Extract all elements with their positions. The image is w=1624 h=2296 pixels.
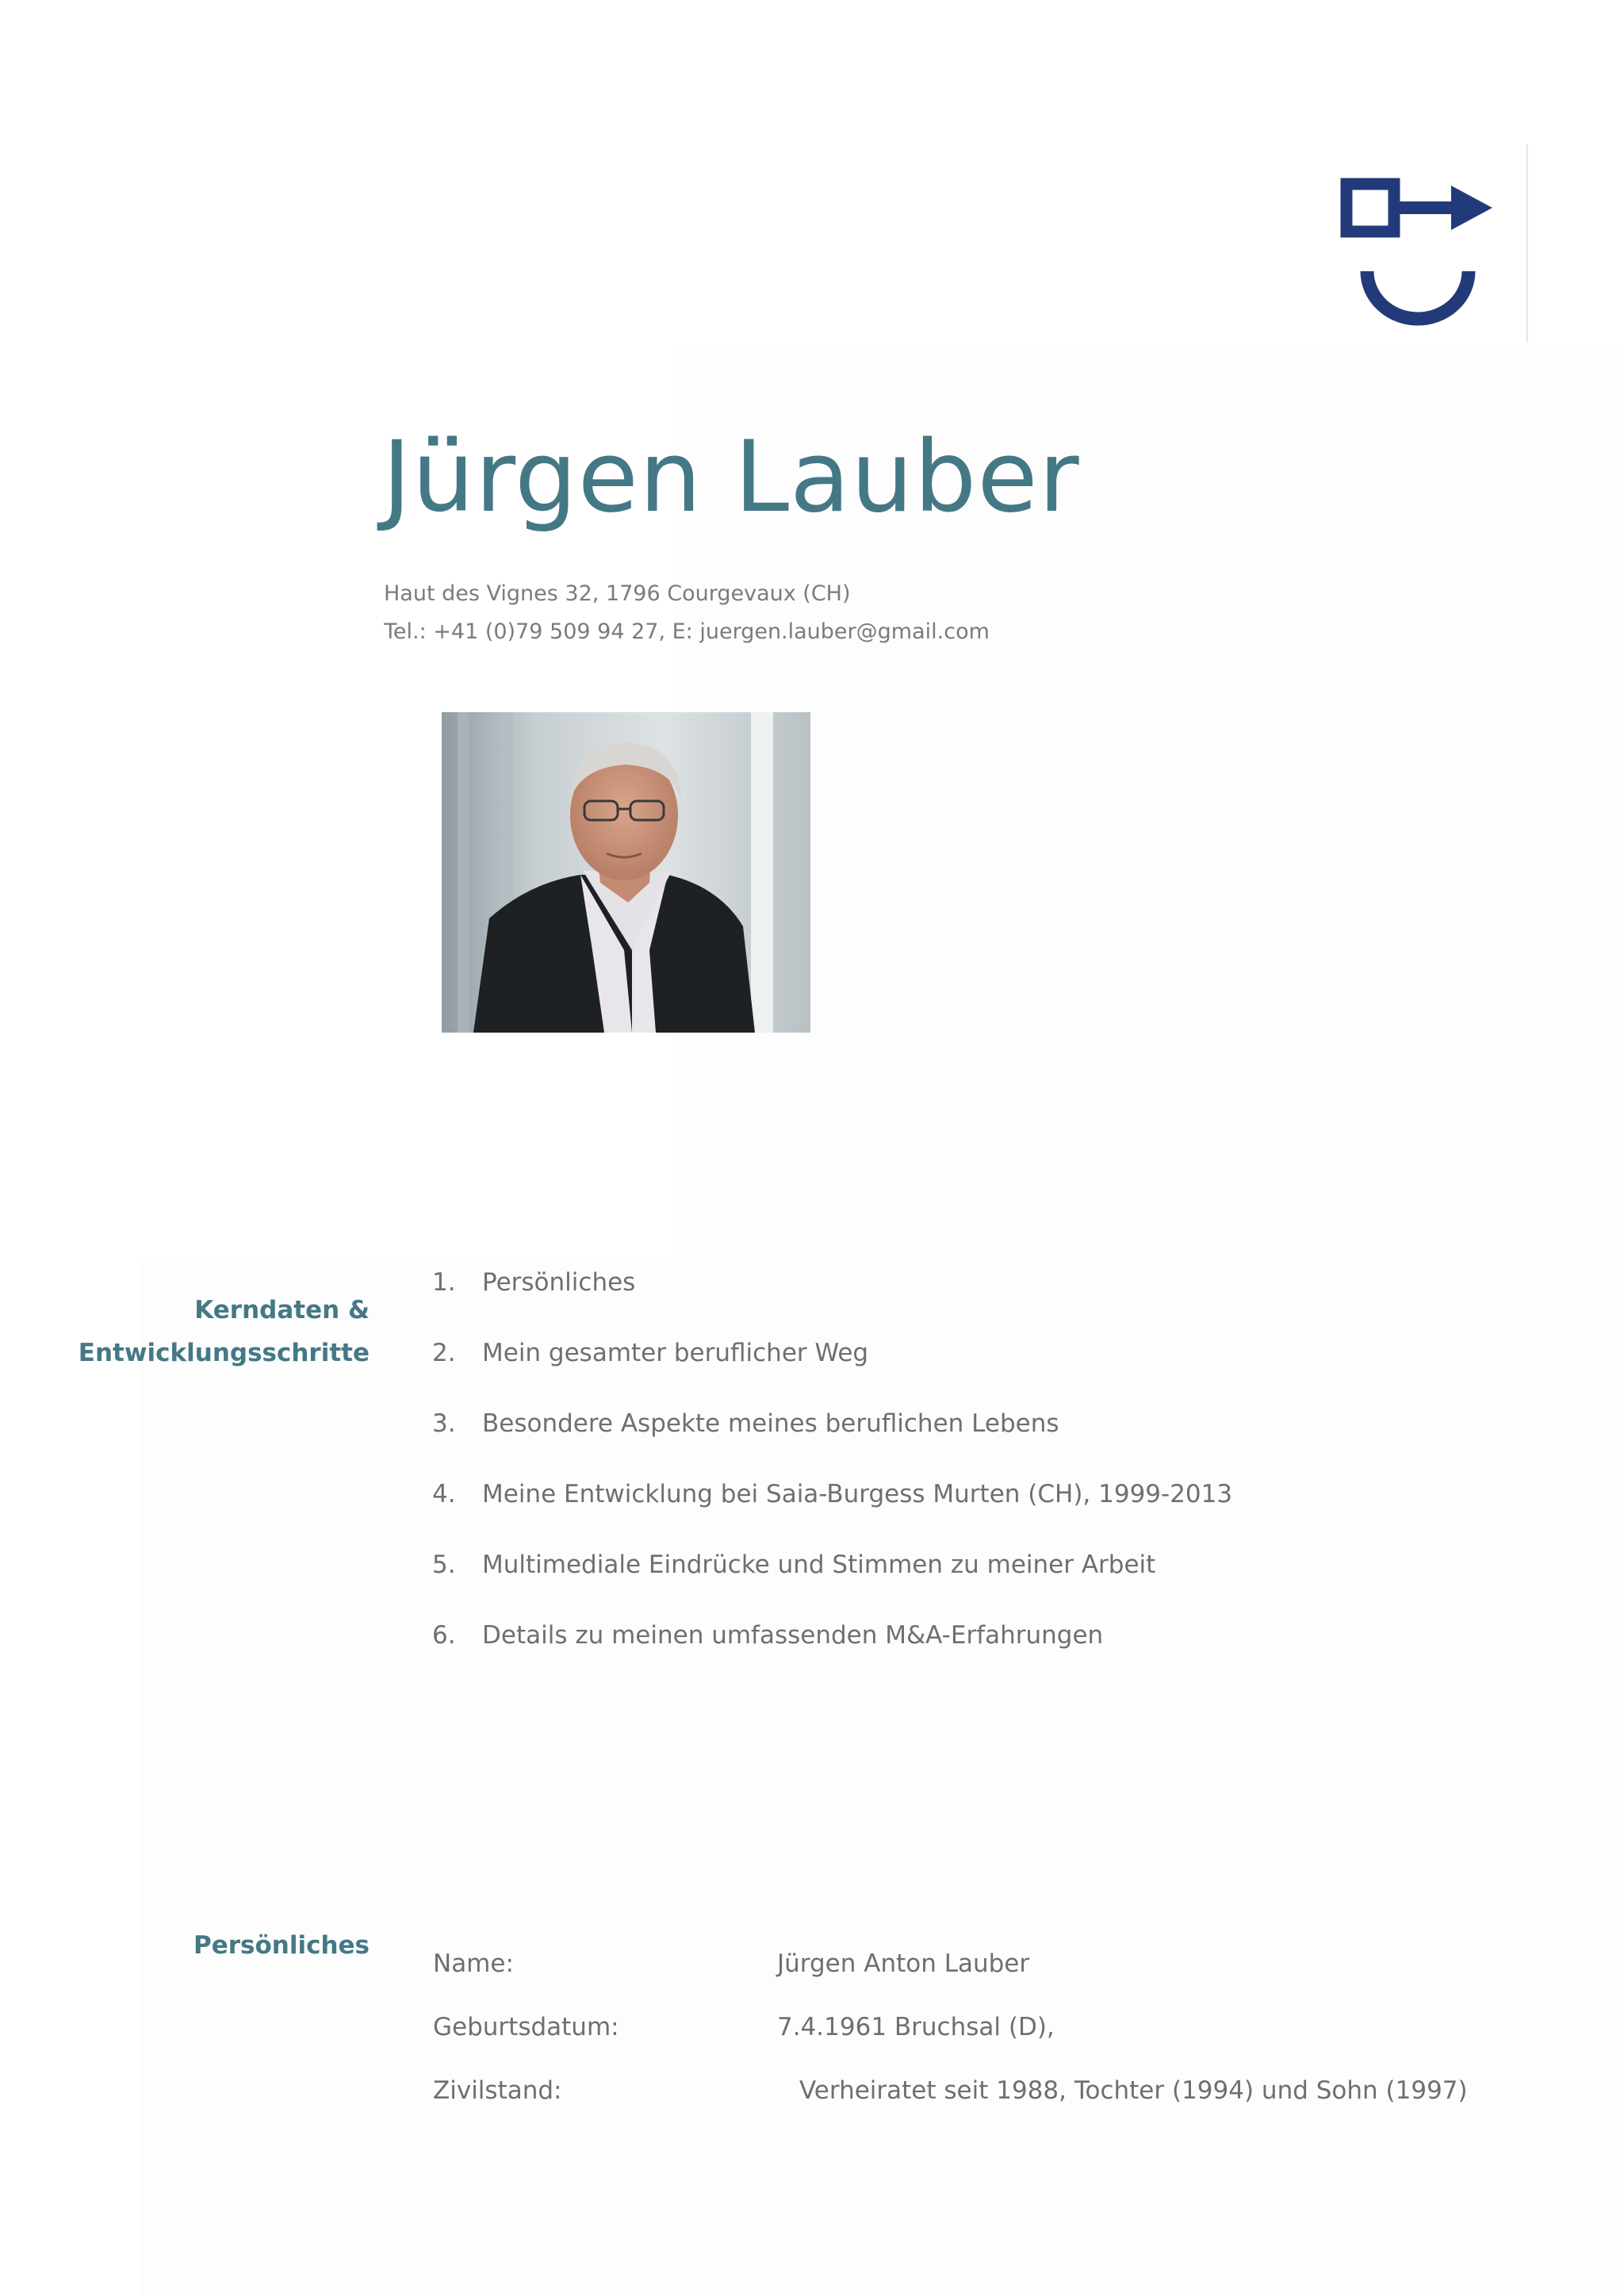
overview-list	[432, 1247, 1232, 1670]
list-item: 2. Mein gesamter beruflicher Weg	[432, 1338, 869, 1367]
key-smile-logo-icon	[1340, 174, 1499, 337]
section-heading-personal: Persönliches	[193, 1931, 370, 1960]
portrait-photo	[442, 712, 810, 1033]
detail-label: Name:	[433, 1949, 514, 1978]
detail-value: Verheiratet seit 1988, Tochter (1994) und Sohn (1997)	[799, 2076, 1468, 2105]
document-title: Jürgen Lauber	[382, 420, 1080, 535]
list-item: 6. Details zu meinen umfassenden M&A-Erfahrungen	[432, 1620, 1104, 1650]
list-item: 4. Meine Entwicklung bei Saia-Burgess Murten (CH), 1999-2013	[432, 1479, 1233, 1508]
detail-label: Geburtsdatum:	[433, 2013, 619, 2041]
section-heading-overview: Kerndaten & Entwicklungsschritte	[78, 1296, 370, 1367]
list-item: 1. Persönliches	[432, 1267, 636, 1297]
list-item: 5. Multimediale Eindrücke und Stimmen zu meiner Arbeit	[432, 1550, 1156, 1579]
detail-value: Jürgen Anton Lauber	[777, 1949, 1030, 1978]
address-line: Haut des Vignes 32, 1796 Courgevaux (CH)	[384, 581, 851, 606]
header-divider	[1526, 144, 1528, 343]
detail-value: 7.4.1961 Bruchsal (D),	[777, 2013, 1055, 2041]
contact-line: Tel.: +41 (0)79 509 94 27, E: juergen.lauber@gmail.com	[384, 619, 990, 644]
detail-label: Zivilstand:	[433, 2076, 562, 2105]
list-item: 3. Besondere Aspekte meines beruflichen Lebens	[432, 1409, 1059, 1438]
